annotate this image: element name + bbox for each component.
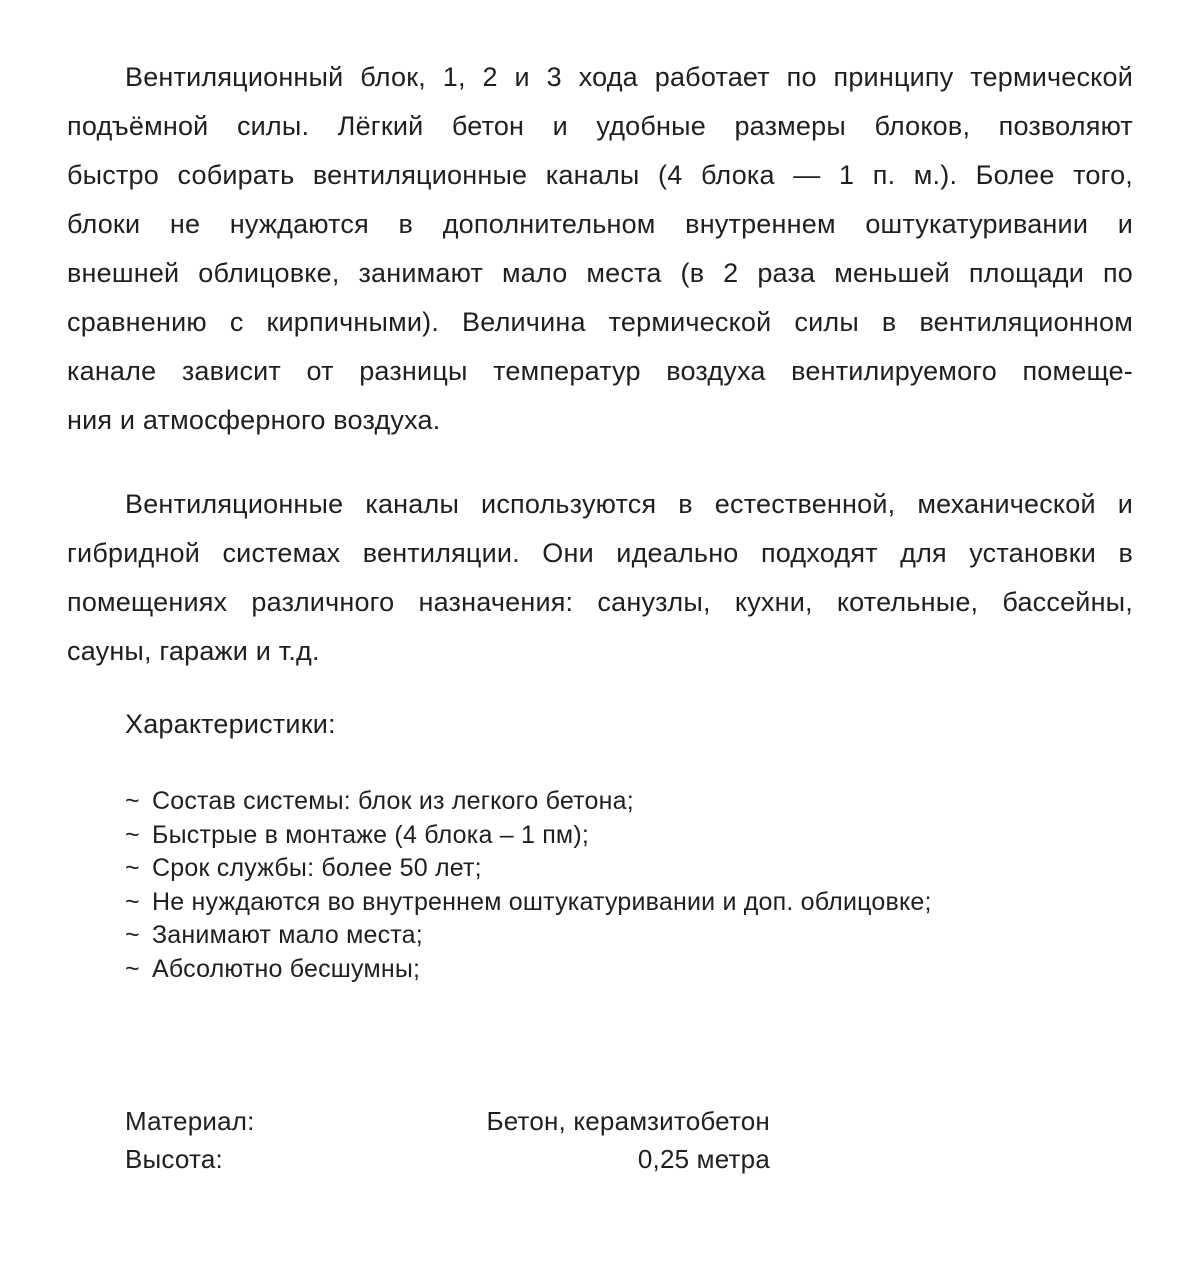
- characteristics-heading: Характеристики:: [125, 709, 336, 739]
- list-item-text: Быстрые в монтаже (4 блока – 1 пм);: [152, 820, 589, 849]
- spec-value: 0,25 метра: [637, 1144, 770, 1174]
- paragraph-line: быстро собирать вентиляционные каналы (4 блока — 1 п. м.). Более того,: [67, 160, 1133, 190]
- paragraph-ventilation-block: [67, 53, 1133, 445]
- list-item: [125, 852, 1133, 886]
- spec-label: Материал:: [125, 1106, 255, 1136]
- paragraph-line: гибридной системах вентиляции. Они идеально подходят для установки в: [67, 538, 1133, 568]
- tilde-bullet: ~: [125, 921, 140, 949]
- paragraph-line: Вентиляционный блок, 1, 2 и 3 хода работает по принципу термической: [125, 62, 1133, 92]
- paragraph-line: подъёмной силы. Лёгкий бетон и удобные размеры блоков, позволяют: [67, 111, 1133, 141]
- list-item: [125, 919, 1133, 953]
- spec-row: [125, 1102, 1133, 1140]
- tilde-bullet: ~: [125, 787, 140, 815]
- spec-row: [125, 1140, 1133, 1178]
- paragraph-line: внешней облицовке, занимают мало места (в 2 раза меньшей площади по: [67, 258, 1133, 288]
- document-page: [67, 53, 1133, 1178]
- tilde-bullet: ~: [125, 887, 140, 916]
- list-item-text: Состав системы: блок из легкого бетона;: [152, 787, 634, 815]
- paragraph-line: помещениях различного назначения: санузлы, кухни, котельные, бассейны,: [67, 587, 1133, 617]
- paragraph-line: Вентиляционные каналы используются в естественной, механической и: [125, 489, 1133, 519]
- tilde-bullet: ~: [125, 854, 140, 882]
- paragraph-line: блоки не нуждаются в дополнительном внутреннем оштукатуривании и: [67, 209, 1133, 239]
- paragraph-line: сауны, гаражи и т.д.: [67, 636, 320, 666]
- list-item-text: Срок службы: более 50 лет;: [152, 854, 482, 882]
- tilde-bullet: ~: [125, 954, 140, 983]
- list-item: [125, 953, 1133, 987]
- list-item: [125, 886, 1133, 920]
- characteristics-list: [67, 785, 1133, 986]
- paragraph-ventilation-channels: [67, 480, 1133, 676]
- spec-value: Бетон, керамзитобетон: [486, 1106, 770, 1136]
- list-item: [125, 785, 1133, 819]
- list-item-text: Абсолютно бесшумны;: [152, 954, 421, 983]
- list-item-text: Занимают мало места;: [152, 921, 423, 949]
- list-item: [125, 819, 1133, 853]
- tilde-bullet: ~: [125, 820, 140, 849]
- paragraph-line: сравнению с кирпичными). Величина термической силы в вентиляционном: [67, 307, 1133, 337]
- list-item-text: Не нуждаются во внутреннем оштукатуривании и доп. облицовке;: [152, 887, 932, 916]
- paragraph-line: ния и атмосферного воздуха.: [67, 405, 441, 435]
- paragraph-line: канале зависит от разницы температур воздуха вентилируемого помеще-: [67, 356, 1133, 386]
- spec-label: Высота:: [125, 1144, 223, 1174]
- spec-table: [67, 1102, 1133, 1178]
